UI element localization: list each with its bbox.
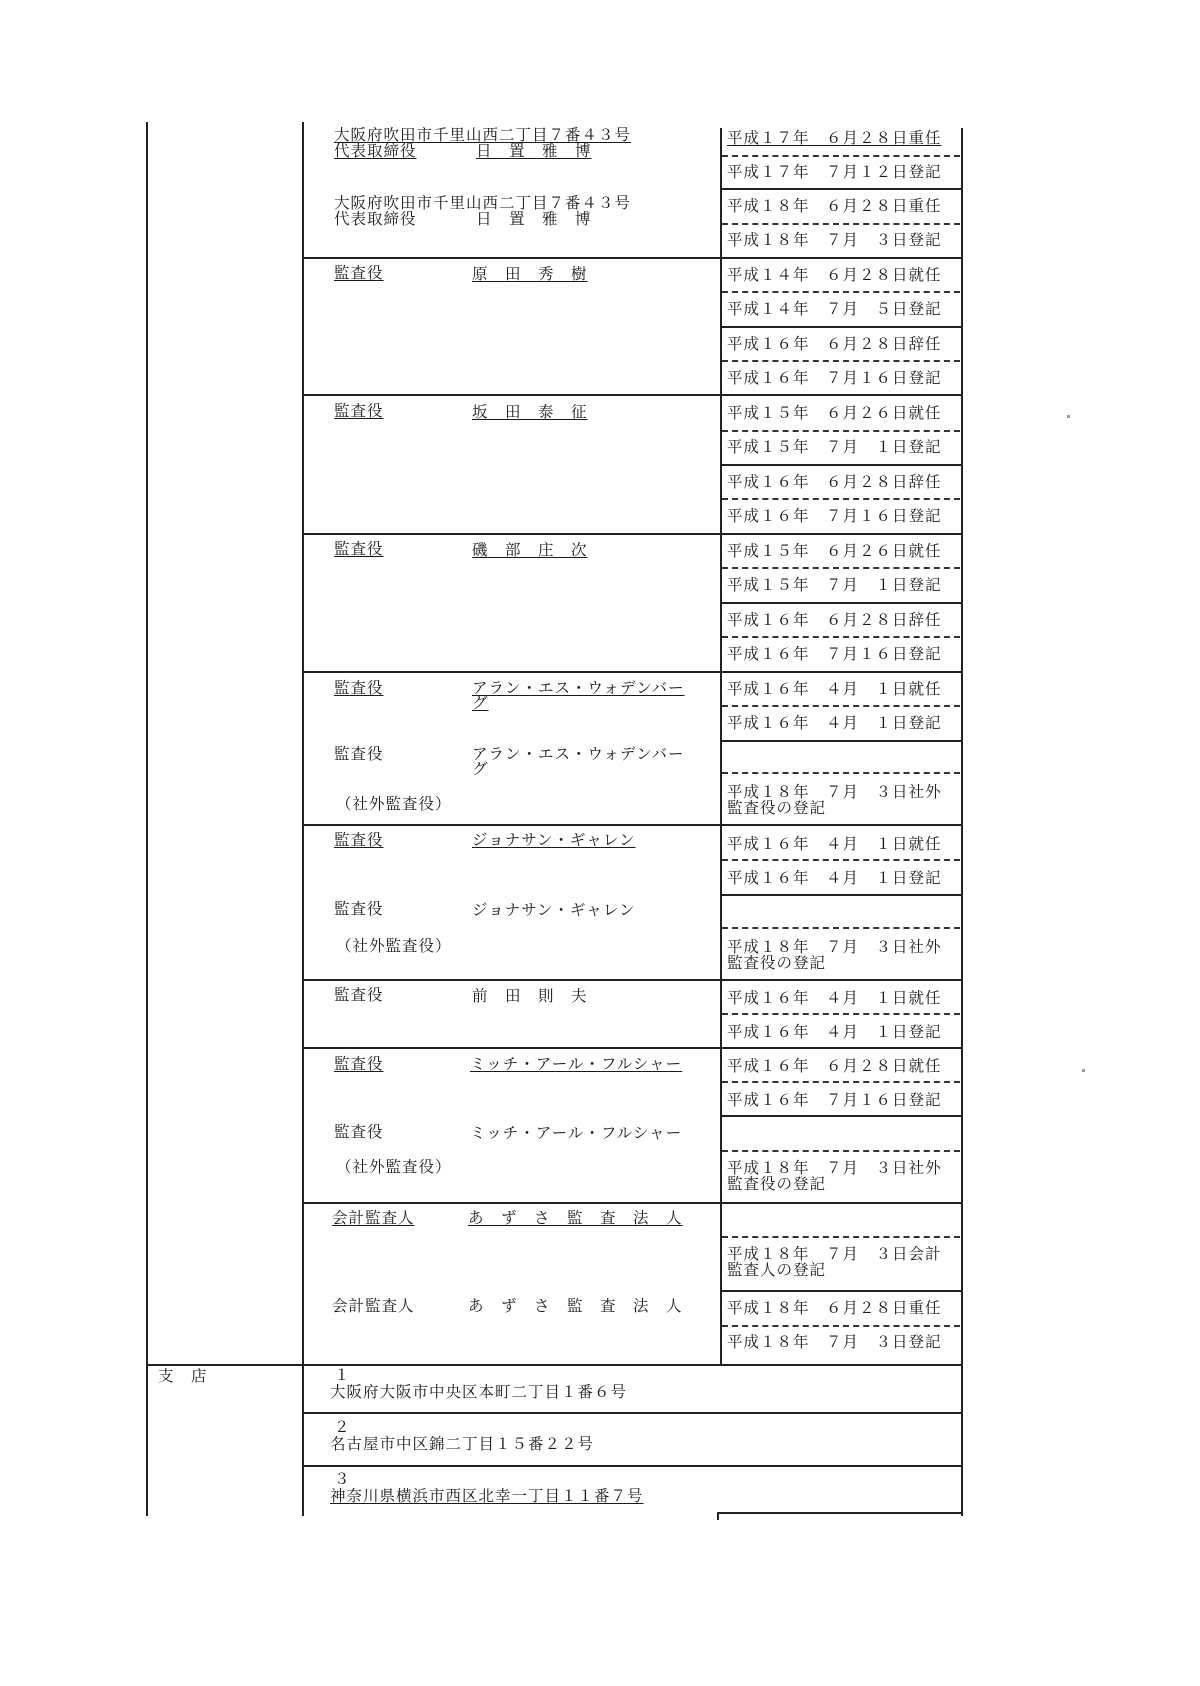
officer-title: 代表取締役 <box>334 210 417 228</box>
officer-title: 監査役 <box>334 900 384 918</box>
officer-address: 大阪府吹田市千里山西二丁目７番４３号 <box>334 194 632 212</box>
date-entry: 平成１５年 ７月 １日登記 <box>727 576 942 594</box>
officer-name: ジョナサン・ギャレン <box>472 901 636 919</box>
left-border <box>146 122 148 1516</box>
date-divider <box>721 894 961 896</box>
officer-title: 監査役 <box>334 986 384 1004</box>
date-entry: 平成１６年 ６月２８日辞任 <box>727 335 942 353</box>
officer-name: ミッチ・アール・フルシャー <box>470 1055 683 1073</box>
date-entry: 平成１６年 ４月 １日登記 <box>727 869 942 887</box>
branch-label: 支 店 <box>158 1367 208 1385</box>
officer-name: 原 田 秀 樹 <box>472 265 588 283</box>
date-entry: 平成１８年 ７月 ３日登記 <box>727 1333 942 1351</box>
branch-address: 神奈川県横浜市西区北幸一丁目１１番７号 <box>330 1487 644 1505</box>
date-entry: 平成１７年 ６月２８日重任 <box>727 129 942 147</box>
date-entry: 平成１４年 ６月２８日就任 <box>727 266 942 284</box>
date-entry: 平成１５年 ６月２６日就任 <box>727 542 942 560</box>
row-divider <box>303 1202 961 1204</box>
row-divider <box>303 824 961 826</box>
officer-name: ミッチ・アール・フルシャー <box>470 1124 683 1142</box>
date-entry: 平成１６年 ４月 １日登記 <box>727 1023 942 1041</box>
officer-name-cont: グ <box>472 694 489 712</box>
dashed-divider <box>722 636 960 638</box>
date-entry: 平成１７年 ７月１２日登記 <box>727 163 942 181</box>
date-entry: 平成１８年 ６月２８日重任 <box>727 197 942 215</box>
officer-title: 監査役 <box>334 264 384 282</box>
branch-row-divider <box>303 1412 961 1414</box>
officer-name-cont: グ <box>472 760 489 778</box>
date-entry: 平成１８年 ７月 ３日登記 <box>727 231 942 249</box>
dashed-divider <box>722 859 960 861</box>
officer-title: 監査役 <box>334 1055 384 1073</box>
branch-top-rule <box>147 1364 961 1366</box>
date-entry: 平成１４年 ７月 ５日登記 <box>727 300 942 318</box>
officer-name: 日 置 雅 博 <box>476 142 592 160</box>
date-entry: 平成１６年 ４月 １日就任 <box>727 989 942 1007</box>
branch-address: 大阪府大阪市中央区本町二丁目１番６号 <box>330 1383 628 1401</box>
officer-title: 監査役 <box>334 402 384 420</box>
right-border-lower <box>961 1364 963 1516</box>
date-column-left <box>720 128 722 1364</box>
date-divider <box>721 1115 961 1117</box>
date-entry: 平成１６年 ４月 １日登記 <box>727 714 942 732</box>
date-entry: 平成１６年 ４月 １日就任 <box>727 680 942 698</box>
officer-name: ジョナサン・ギャレン <box>472 831 636 849</box>
outside-auditor-note: （社外監査役） <box>336 937 452 955</box>
branch-number: ３ <box>334 1470 351 1488</box>
officer-name: アラン・エス・ウォデンバー <box>472 745 685 763</box>
accounting-auditor-registration: 平成１８年 ７月 ３日会計 <box>727 1245 942 1263</box>
officer-title: 監査役 <box>334 831 384 849</box>
row-divider <box>303 671 961 673</box>
right-border <box>961 128 963 1364</box>
dashed-divider <box>722 772 960 774</box>
date-entry: 平成１６年 ４月 １日就任 <box>727 835 942 853</box>
outside-auditor-note: （社外監査役） <box>336 795 452 813</box>
date-entry: 平成１６年 ７月１６日登記 <box>727 645 942 663</box>
dashed-divider <box>722 567 960 569</box>
scan-speck <box>1067 415 1070 418</box>
outside-auditor-registration: 監査役の登記 <box>727 799 827 817</box>
row-divider <box>303 1047 961 1049</box>
bottom-box-left <box>717 1512 719 1520</box>
bottom-box-top <box>717 1512 961 1514</box>
date-entry: 平成１８年 ６月２８日重任 <box>727 1299 942 1317</box>
outside-auditor-registration: 平成１８年 ７月 ３日社外 <box>727 783 942 801</box>
outside-auditor-registration: 監査役の登記 <box>727 954 827 972</box>
dashed-divider <box>722 155 960 157</box>
date-entry: 平成１５年 ６月２６日就任 <box>727 404 942 422</box>
officer-name: 前 田 則 夫 <box>472 987 588 1005</box>
outside-auditor-note: （社外監査役） <box>336 1158 452 1176</box>
date-entry: 平成１５年 ７月 １日登記 <box>727 438 942 456</box>
accounting-auditor-registration: 監査人の登記 <box>727 1261 827 1279</box>
date-entry: 平成１６年 ７月１６日登記 <box>727 507 942 525</box>
date-divider <box>721 602 961 604</box>
dashed-divider <box>722 1013 960 1015</box>
row-divider <box>303 533 961 535</box>
date-divider <box>721 464 961 466</box>
branch-address: 名古屋市中区錦二丁目１５番２２号 <box>330 1435 595 1453</box>
dashed-divider <box>722 430 960 432</box>
date-divider <box>721 188 961 190</box>
row-divider <box>303 257 961 259</box>
date-entry: 平成１６年 ７月１６日登記 <box>727 369 942 387</box>
date-entry: 平成１６年 ７月１６日登記 <box>727 1091 942 1109</box>
officer-title: 監査役 <box>334 745 384 763</box>
officer-address: 大阪府吹田市千里山西二丁目７番４３号 <box>334 126 632 144</box>
officer-title: 代表取締役 <box>334 142 417 160</box>
dashed-divider <box>722 291 960 293</box>
row-divider <box>303 979 961 981</box>
date-entry: 平成１６年 ６月２８日辞任 <box>727 473 942 491</box>
outside-auditor-registration: 監査役の登記 <box>727 1175 827 1193</box>
scan-speck <box>1082 1069 1085 1072</box>
outside-auditor-registration: 平成１８年 ７月 ３日社外 <box>727 938 942 956</box>
officer-name: 磯 部 庄 次 <box>472 541 588 559</box>
officer-name: あ ず さ 監 査 法 人 <box>468 1209 683 1227</box>
dashed-divider <box>722 498 960 500</box>
officer-name: 日 置 雅 博 <box>476 210 592 228</box>
dashed-divider <box>722 1150 960 1152</box>
column-divider <box>302 122 304 1516</box>
branch-number: １ <box>334 1366 351 1384</box>
dashed-divider <box>722 927 960 929</box>
dashed-divider <box>722 1236 960 1238</box>
officer-title: 会計監査人 <box>332 1297 415 1315</box>
officer-title: 監査役 <box>334 1123 384 1141</box>
dashed-divider <box>722 1325 960 1327</box>
branch-number: ２ <box>334 1418 351 1436</box>
outside-auditor-registration: 平成１８年 ７月 ３日社外 <box>727 1159 942 1177</box>
dashed-divider <box>722 705 960 707</box>
dashed-divider <box>722 360 960 362</box>
dashed-divider <box>722 1081 960 1083</box>
officer-name: あ ず さ 監 査 法 人 <box>468 1297 683 1315</box>
date-divider <box>721 740 961 742</box>
dashed-divider <box>722 223 960 225</box>
officer-title: 監査役 <box>334 540 384 558</box>
date-divider <box>721 326 961 328</box>
officer-title: 会計監査人 <box>332 1209 415 1227</box>
officer-name: アラン・エス・ウォデンバー <box>472 679 685 697</box>
branch-row-divider <box>303 1465 961 1467</box>
date-divider <box>721 1290 961 1292</box>
date-entry: 平成１６年 ６月２８日辞任 <box>727 611 942 629</box>
officer-name: 坂 田 泰 征 <box>472 403 588 421</box>
row-divider <box>303 394 961 396</box>
officer-title: 監査役 <box>334 679 384 697</box>
date-entry: 平成１６年 ６月２８日就任 <box>727 1057 942 1075</box>
